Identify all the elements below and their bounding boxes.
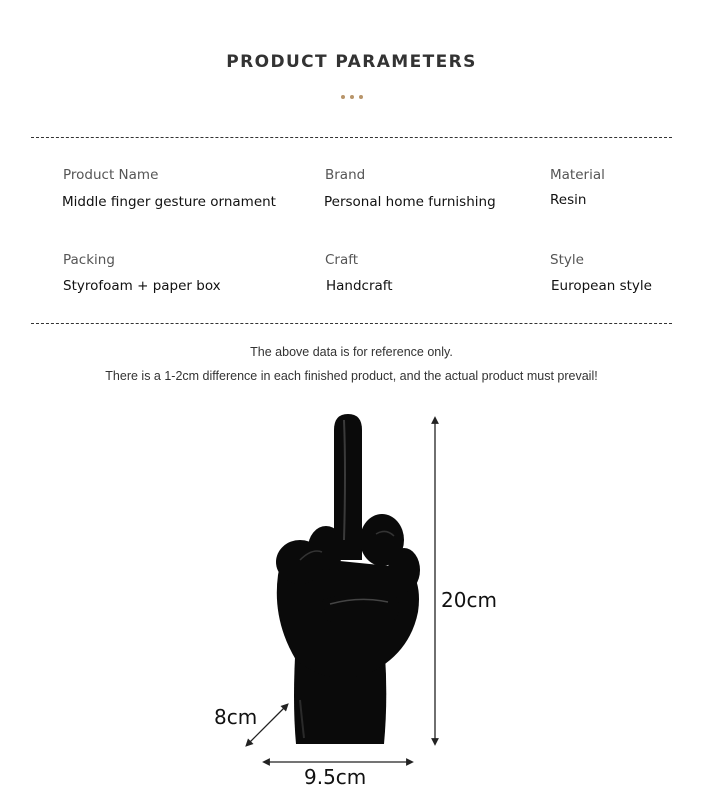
product-dimension-figure: [0, 395, 703, 800]
param-value-brand: Personal home furnishing: [324, 194, 496, 210]
middle-finger-ornament-image: [276, 414, 420, 744]
decoration-dot: [341, 95, 345, 99]
height-dimension-label: 20cm: [441, 588, 497, 612]
section-title: PRODUCT PARAMETERS: [226, 52, 477, 72]
width-dimension-label: 9.5cm: [304, 765, 367, 789]
depth-dimension-label: 8cm: [214, 705, 258, 729]
param-label-packing: Packing: [63, 252, 115, 268]
bottom-divider: [31, 323, 672, 324]
top-divider: [31, 137, 672, 138]
param-value-craft: Handcraft: [326, 278, 393, 294]
param-value-material: Resin: [550, 192, 587, 208]
param-label-style: Style: [550, 252, 584, 268]
param-label-product-name: Product Name: [63, 167, 159, 183]
param-value-style: European style: [551, 278, 652, 294]
difference-note: There is a 1-2cm difference in each finished product, and the actual product must prevail!: [105, 369, 598, 383]
param-label-craft: Craft: [325, 252, 359, 268]
param-value-packing: Styrofoam + paper box: [63, 278, 221, 294]
decoration-dot: [350, 95, 354, 99]
reference-note: The above data is for reference only.: [250, 345, 453, 359]
decoration-dot: [359, 95, 363, 99]
param-value-product-name: Middle finger gesture ornament: [62, 194, 276, 210]
title-decoration-dots: [0, 95, 703, 99]
param-label-material: Material: [550, 167, 605, 183]
param-label-brand: Brand: [325, 167, 366, 183]
